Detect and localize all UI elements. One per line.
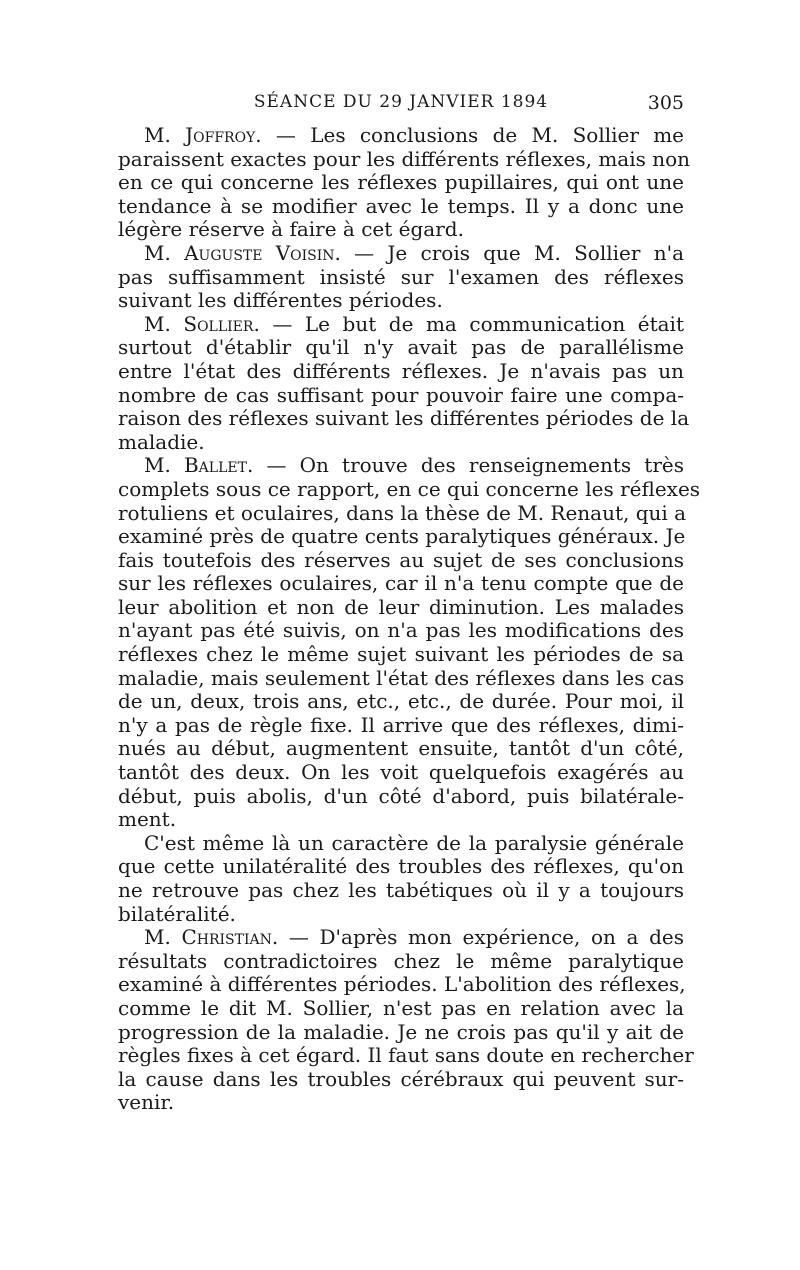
line-text: n'ayant pas été suivis, on n'a pas les modifications des [118, 618, 684, 643]
line-text: pas suffisamment insisté sur l'examen des réflexes [118, 264, 684, 289]
text-line [118, 146, 691, 172]
line-text: en ce qui concerne les réflexes pupillaires, qui ont une [118, 170, 684, 195]
text-line [118, 195, 684, 219]
text-line [118, 667, 684, 691]
line-text: leur abolition et non de leur diminution. Les malades [118, 594, 684, 619]
line-text: de un, deux, trois ans, etc., etc., de durée. Pour moi, il [118, 689, 684, 714]
text-line [118, 714, 684, 738]
line-text: progression de la maladie. Je ne crois pas qu'il y ait de [118, 1019, 684, 1044]
text-line [118, 384, 684, 408]
text-line [118, 879, 684, 903]
text-line [118, 643, 684, 667]
text-line [118, 761, 684, 785]
line-text: entre l'état des différents réflexes. Je n'avais pas un [118, 358, 684, 383]
text-line [118, 619, 684, 643]
line-text: nombre de cas suffisant pour pouvoir faire une compa- [118, 382, 684, 407]
line-text: tantôt des deux. On les voit quelquefois exagérés au [118, 760, 684, 785]
line-text: maladie. [118, 429, 205, 454]
running-head [118, 92, 684, 122]
text-line [118, 1021, 684, 1045]
text-line [118, 313, 684, 337]
text-line [118, 855, 684, 879]
line-text: légère réserve à faire à cet égard. [118, 217, 464, 242]
line-text: ne retrouve pas chez les tabétiques où il y a toujours [118, 878, 684, 902]
text-line [118, 903, 684, 927]
line-text: — Le but de ma communication était [259, 311, 684, 336]
line-text: raison des réflexes suivant les différentes périodes de la [118, 406, 690, 431]
line-text: sur les réflexes oculaires, car il n'a tenu compte que de [118, 571, 684, 596]
text-line [118, 1091, 684, 1115]
text-line [118, 476, 701, 502]
line-text: venir. [118, 1090, 175, 1115]
line-text: début, puis abolis, d'un côté d'abord, puis bilatérale- [118, 783, 684, 808]
text-line [118, 500, 687, 526]
text-line [118, 690, 684, 714]
line-text: résultats contradictoires chez le même paralytique [118, 948, 684, 973]
line-text: tendance à se modifier avec le temps. Il y a donc une [118, 193, 684, 218]
line-text: règles fixes à cet égard. Il faut sans doute en rechercher [118, 1043, 694, 1068]
text-line [118, 737, 684, 761]
line-text: — On trouve des renseignements très [253, 453, 685, 478]
text-line [118, 926, 684, 950]
text-line [118, 596, 684, 620]
text-line [118, 336, 684, 360]
speaker-name: M. Auguste Voisin. [144, 240, 341, 265]
running-title: SÉANCE DU 29 JANVIER 1894 [253, 92, 549, 112]
line-text: n'y a pas de règle fixe. Il arrive que des réflexes, dimi- [118, 712, 684, 737]
speaker-name: M. Christian. [144, 925, 279, 950]
line-text: examiné près de quatre cents paralytiques généraux. Je [118, 524, 686, 549]
line-text: maladie, mais seulement l'état des réflexes dans les cas [118, 665, 685, 690]
line-text: — Les conclusions de M. Sollier me [261, 123, 685, 147]
text-line [118, 218, 684, 242]
line-text: complets sous ce rapport, en ce qui concerne les réflexes [118, 476, 701, 501]
line-text: surtout d'établir qu'il n'y avait pas de parallélisme [118, 335, 684, 360]
line-text: bilatéralité. [118, 901, 236, 926]
text-line [118, 266, 684, 290]
line-text: fais toutefois des réserves au sujet de ses conclusions [118, 547, 684, 572]
body-text [118, 123, 701, 1115]
line-text: examiné à différentes périodes. L'abolition des réflexes, [118, 972, 686, 997]
line-text: — D'après mon expérience, on a des [278, 925, 684, 950]
text-line [118, 431, 684, 455]
line-text: réflexes chez le même sujet suivant les périodes de sa [118, 642, 684, 667]
text-line [118, 808, 684, 832]
line-text: C'est même là un caractère de la paralysie générale [144, 830, 684, 855]
text-line [118, 406, 690, 431]
text-line [118, 549, 684, 573]
line-text: paraissent exactes pour les différents réflexes, mais non [118, 146, 691, 171]
text-line [118, 124, 684, 148]
line-text: nués au début, augmentent ensuite, tantôt d'un côté, [118, 736, 684, 761]
text-line [118, 950, 684, 974]
speaker-name: M. Sollier. [144, 311, 260, 336]
text-line [118, 785, 684, 809]
line-text: rotuliens et oculaires, dans la thèse de M. Renaut, qui a [118, 500, 687, 525]
line-text: que cette unilatéralité des troubles des réflexes, qu'on [118, 854, 684, 879]
line-text: suivant les différentes périodes. [118, 288, 443, 313]
text-line [118, 171, 684, 195]
speaker-name: M. Ballet. [144, 453, 254, 478]
page-number: 305 [647, 92, 684, 114]
text-line [118, 832, 684, 856]
line-text: la cause dans les troubles cérébraux qui peuvent sur- [118, 1066, 684, 1091]
text-line [118, 572, 684, 596]
text-line [118, 997, 684, 1021]
line-text: comme le dit M. Sollier, n'est pas en relation avec la [118, 995, 684, 1020]
speaker-name: M. Joffroy. [144, 123, 262, 147]
text-line [118, 289, 684, 313]
text-line [118, 242, 684, 266]
text-line [118, 973, 684, 997]
text-line [118, 1043, 694, 1068]
text-line [118, 454, 684, 478]
text-line [118, 525, 684, 549]
line-text: — Je crois que M. Sollier n'a [340, 240, 684, 265]
text-line [118, 1068, 684, 1092]
text-line [118, 360, 684, 384]
line-text: ment. [118, 807, 177, 832]
